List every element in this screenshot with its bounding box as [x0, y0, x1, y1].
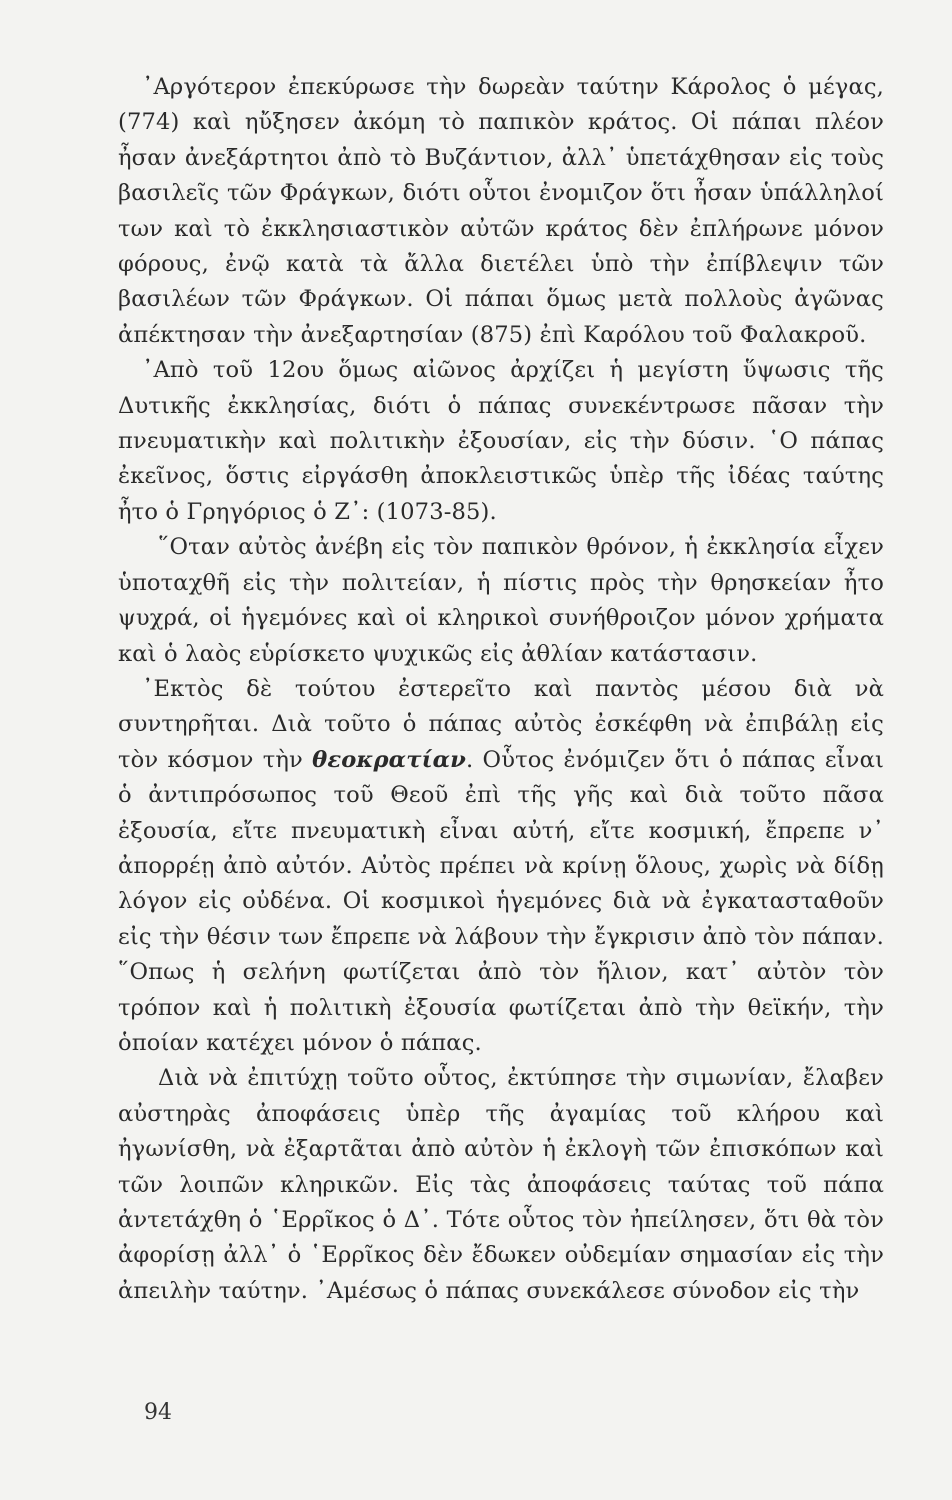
paragraph-1: ᾿Αργότερον ἐπεκύρωσε τὴν δωρεὰν ταύτην Κάρολος ὁ μέγας, (774) καὶ ηὔξησεν ἀκόμη τὸ παπικὸν κράτος. Οἱ πάπαι πλέον ἦσαν ἀνεξάρτητοι ἀπὸ τὸ Βυζάντιον, ἀλλ᾿ ὑπετάχθησαν εἰς τοὺς βασιλεῖς τῶν Φράγκων, διότι οὗτοι ἐνομιζον ὅτι ἦσαν ὑπάλληλοί των καὶ τὸ ἐκκλησιαστικὸν αὐτῶν κράτος δὲν ἐπλήρωνε μόνον φόρους, ἐνῷ κατὰ τὰ ἄλλα διετέλει ὑπὸ τὴν ἐπίβλεψιν τῶν βασιλέων τῶν Φράγκων. Οἱ πάπαι ὅμως μετὰ πολλοὺς ἀγῶνας ἀπέκτησαν τὴν ἀνεξαρτησίαν (875) ἐπὶ Καρόλου τοῦ Φαλακροῦ. [118, 74, 884, 348]
paragraph-2: ᾿Απὸ τοῦ 12ου ὅμως αἰῶνος ἀρχίζει ἡ μεγίστη ὕψωσις τῆς Δυτικῆς ἐκκλησίας, διότι ὁ πάπας συνεκέντρωσε πᾶσαν τὴν πνευματικὴν καὶ πολιτικὴν ἐξουσίαν, εἰς τὴν δύσιν. ῾Ο πάπας ἐκεῖνος, ὅστις εἰργάσθη ἀποκλειστικῶς ὑπὲρ τῆς ἰδέας ταύτης ἦτο ὁ Γρηγόριος ὁ Ζ᾿: (1073-85). [118, 357, 884, 525]
theocracy-emphasis: θεοκρατίαν [312, 746, 467, 773]
paragraph-4-before: ᾿Εκτὸς δὲ τούτου ἐστερεῖτο καὶ παντὸς μέσου διὰ νὰ συντηρῆται. Διὰ τοῦτο ὁ πάπας αὐτὸς ἐσκέφθη νὰ ἐπιβάλῃ εἰς τὸν κόσμον τὴν [118, 675, 884, 773]
paragraph-4-after: . Οὗτος ἐνόμιζεν ὅτι ὁ πάπας εἶναι ὁ ἀντιπρόσωπος τοῦ Θεοῦ ἐπὶ τῆς γῆς καὶ διὰ τοῦτο πᾶσα ἐξουσία, εἴτε πνευματικὴ εἶναι αὐτή, εἴτε κοσμική, ἔπρεπε ν᾿ ἀπορρέῃ ἀπὸ αὐτόν. Αὐτὸς πρέπει νὰ κρίνῃ ὅλους, χωρὶς νὰ δίδῃ λόγον εἰς οὐδένα. Οἱ κοσμικοὶ ἡγεμόνες διὰ νὰ ἐγκατασταθοῦν εἰς τὴν θέσιν των ἔπρεπε νὰ λάβουν τὴν ἔγκρισιν ἀπὸ τὸν πάπαν. ῞Οπως ἡ σελήνη φωτίζεται ἀπὸ τὸν ἥλιον, κατ᾿ αὐτὸν τὸν τρόπον καὶ ἡ πολιτικὴ ἐξουσία φωτίζεται ἀπὸ τὴν θεϊκήν, τὴν ὁποίαν κατέχει μόνον ὁ πάπας. [118, 746, 884, 1056]
page-number: 94 [144, 1400, 172, 1425]
paragraph-4 [118, 672, 884, 1061]
body-text [118, 70, 884, 1309]
paragraph-5: Διὰ νὰ ἐπιτύχῃ τοῦτο οὗτος, ἐκτύπησε τὴν σιμωνίαν, ἔλαβεν αὐστηρὰς ἀποφάσεις ὑπὲρ τῆς ἀγαμίας τοῦ κλήρου καὶ ἠγωνίσθη, νὰ ἐξαρτᾶται ἀπὸ αὐτὸν ἡ ἐκλογὴ τῶν ἐπισκόπων καὶ τῶν λοιπῶν κληρικῶν. Εἰς τὰς ἀποφάσεις ταύτας τοῦ πάπα ἀντετάχθη ὁ ῾Ερρῖκος ὁ Δ᾿. Τότε οὗτος τὸν ἠπείλησεν, ὅτι θὰ τὸν ἀφορίσῃ ἀλλ᾿ ὁ ῾Ερρῖκος δὲν ἔδωκεν οὐδεμίαν σημασίαν εἰς τὴν ἀπειλὴν ταύτην. ᾿Αμέσως ὁ πάπας συνεκάλεσε σύνοδον εἰς τὴν [118, 1065, 884, 1304]
paragraph-3: ῞Οταν αὐτὸς ἀνέβη εἰς τὸν παπικὸν θρόνον, ἡ ἐκκλησία εἶχεν ὑποταχθῆ εἰς τὴν πολιτείαν, ἡ πίστις πρὸς τὴν θρησκείαν ἦτο ψυχρά, οἱ ἡγεμόνες καὶ οἱ κληρικοὶ συνήθροιζον μόνον χρήματα καὶ ὁ λαὸς εὑρίσκετο ψυχικῶς εἰς ἀθλίαν κατάστασιν. [118, 534, 884, 667]
